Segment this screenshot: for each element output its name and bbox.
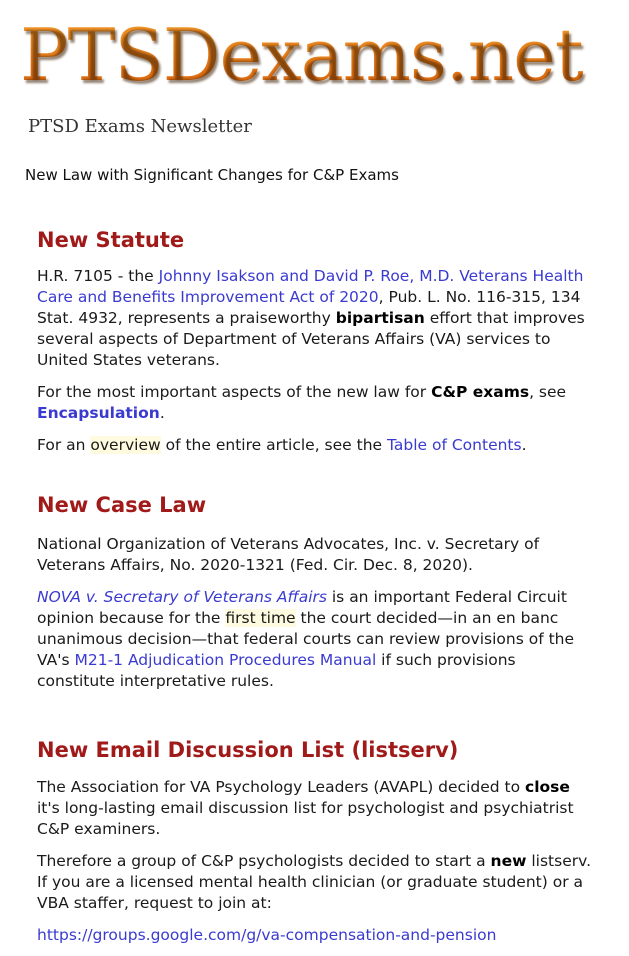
act-link[interactable]: Johnny Isakson and David P. Roe, M.D. Veterans Health Care and Benefits Improvement Act of 2020 <box>37 267 584 306</box>
caselaw-paragraph-1: National Organization of Veterans Advocates, Inc. v. Secretary of Veterans Affairs, No. 2020-1321 (Fed. Cir. Dec. 8, 2020). <box>37 535 540 574</box>
text: . <box>159 404 165 422</box>
bold-text: bipartisan <box>335 309 425 327</box>
text: , Pub. L. No. 116-315, 134 Stat. 4932, represents a praiseworthy <box>37 288 581 327</box>
text: listserv. If you are a licensed mental health clinician (or graduate student) or a VBA staffer, request to join at: <box>37 852 591 912</box>
section-new-case-law <box>37 491 597 692</box>
section-new-statute <box>37 226 597 456</box>
text: is an important Federal Circuit opinion because for the <box>37 588 567 627</box>
text: effort that improves several aspects of Department of Veterans Affairs (VA) services to United States veterans. <box>37 309 585 369</box>
site-logo[interactable]: PTSDexams.net <box>20 10 583 100</box>
text: it's long-lasting email discussion list for psychologist and psychiatrist C&P examiners. <box>37 799 574 838</box>
section-title: New Email Discussion List (listserv) <box>37 738 459 762</box>
section-title: New Case Law <box>37 493 207 517</box>
text: , see <box>529 383 567 401</box>
highlighted-text: first time <box>225 609 296 627</box>
bold-text: C&P exams <box>431 383 530 401</box>
section-title: New Statute <box>37 228 185 252</box>
statute-paragraph-3 <box>37 435 597 456</box>
m21-manual-link[interactable]: M21-1 Adjudication Procedures Manual <box>74 651 377 669</box>
highlighted-text: overview <box>90 436 161 454</box>
text: Therefore a group of C&P psychologists decided to start a <box>37 852 491 870</box>
text: the court decided—in an en banc unanimous decision—that federal courts can review provisions of the VA's <box>37 609 575 669</box>
statute-paragraph-1 <box>37 266 597 371</box>
text: of the entire article, see the <box>160 436 387 454</box>
listserv-paragraph-1 <box>37 777 597 840</box>
text: . <box>521 436 527 454</box>
newsletter-subtitle: PTSD Exams Newsletter <box>28 116 252 137</box>
encapsulation-link[interactable]: Encapsulation <box>37 404 160 422</box>
table-of-contents-link[interactable]: Table of Contents <box>386 436 522 454</box>
text: H.R. 7105 - the <box>37 267 159 285</box>
bold-text: new <box>490 852 527 870</box>
caselaw-paragraph-2 <box>37 587 597 692</box>
text: For the most important aspects of the new law for <box>37 383 432 401</box>
section-new-listserv <box>37 736 597 946</box>
statute-paragraph-2 <box>37 382 597 424</box>
listserv-paragraph-3 <box>37 925 597 946</box>
text: For an <box>37 436 91 454</box>
text: The Association for VA Psychology Leaders (AVAPL) decided to <box>37 778 526 796</box>
newsletter-headline: New Law with Significant Changes for C&P Exams <box>25 166 399 184</box>
nova-case-link[interactable]: NOVA v. Secretary of Veterans Affairs <box>37 588 327 606</box>
google-group-link[interactable]: https://groups.google.com/g/va-compensation-and-pension <box>37 926 497 944</box>
bold-text: close <box>525 778 570 796</box>
listserv-paragraph-2 <box>37 851 597 914</box>
text: if such provisions constitute interpretative rules. <box>37 651 516 690</box>
